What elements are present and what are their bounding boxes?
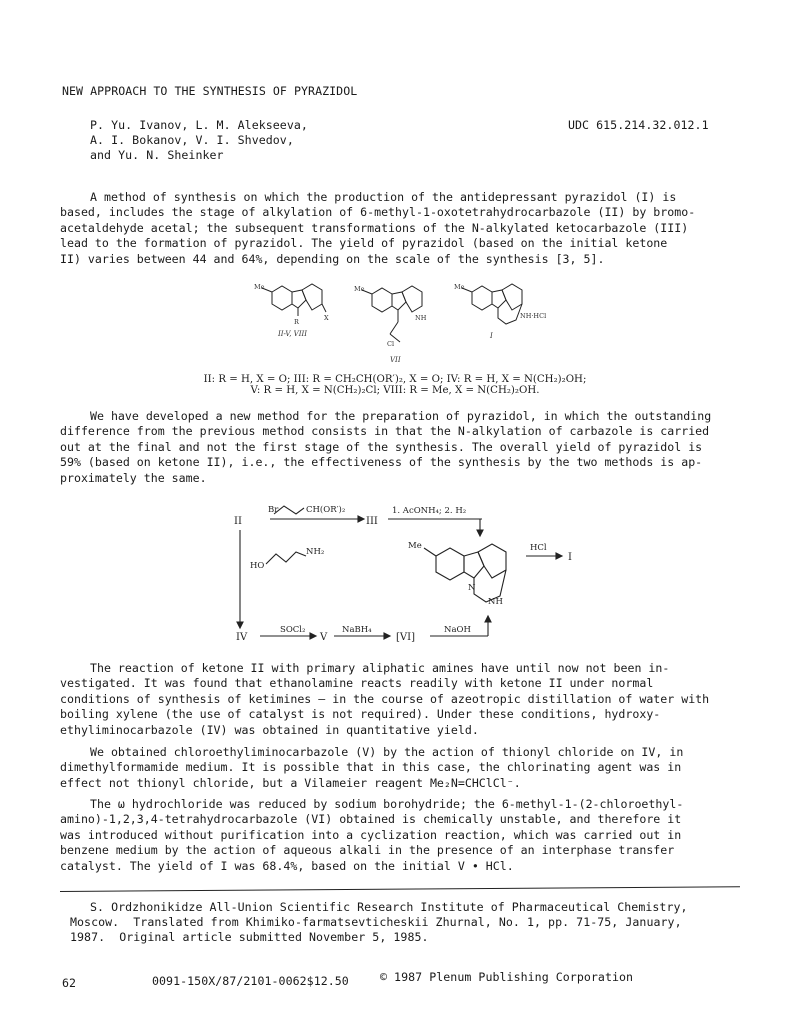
- footnote-line-1: S. Ordzhonikidze All-Union Scientific Research Institute of Pharmaceutical Chemistry,: [90, 900, 688, 914]
- author-line-1: P. Yu. Ivanov, L. M. Alekseeva,: [90, 118, 308, 132]
- synthesis-scheme: [230, 500, 590, 650]
- svg-text:NH·HCl: NH·HCl: [520, 312, 547, 320]
- svg-text:NH: NH: [415, 314, 427, 322]
- article-title: NEW APPROACH TO THE SYNTHESIS OF PYRAZIDOL: [62, 84, 358, 98]
- copyright-line: © 1987 Plenum Publishing Corporation: [380, 970, 634, 984]
- socl2-reagent: SOCl₂: [280, 625, 306, 635]
- page-number: 62: [62, 976, 77, 990]
- reagent-br: Br: [268, 505, 279, 515]
- compound-iv: IV: [236, 632, 248, 643]
- footnote-line-2: Moscow. Translated from Khimiko-farmatsevticheskii Zhurnal, No. 1, pp. 71-75, January,: [70, 915, 682, 929]
- structure-i: [462, 284, 522, 324]
- structures-figure: [250, 280, 560, 372]
- label-vii: VII: [390, 356, 401, 364]
- methyl-label: Me: [408, 541, 422, 551]
- hcl-reagent: HCl: [530, 543, 547, 553]
- footnote-rule: [60, 886, 740, 892]
- paragraph-4: We obtained chloroethyliminocarbazole (V) by the action of thionyl chloride on IV, in dimethylformamide medium. It is possible that in this case, the chlorinating agent was in effect not thionyl chloride, but a Vilameier reagent Me₂N=CHClCl⁻.: [60, 745, 684, 790]
- svg-text:Me: Me: [254, 283, 265, 291]
- compound-iii: III: [366, 516, 378, 527]
- n-label: N: [468, 583, 476, 593]
- ethanolamine-nh2: NH₂: [306, 547, 325, 557]
- paragraph-2: We have developed a new method for the preparation of pyrazidol, in which the outstanding difference from the previous method consists in that the N-alkylation of carbazole is carried out at the final and not the first stage of the synthesis. The overall yield of pyrazidol is 59% (based on ketone II), i.e., the effectiveness of the synthesis by the two methods is ap- proximately the same.: [60, 409, 712, 485]
- figure-caption-line-2: V: R = H, X = N(CH₂)₂Cl; VIII: R = Me, X = N(CH₂)₂OH.: [250, 385, 540, 396]
- paragraph-5: The ω hydrochloride was reduced by sodium borohydride; the 6-methyl-1-(2-chloroethyl- amino)-1,2,3,4-tetrahydrocarbazole (VI) obtained is chemically unstable, and therefore it was introduced without purification into a cyclization reaction, which was carried out in benzene medium by the action of aqueous alkali in the presence of an interphase transfer catalyst. The yield of I was 68.4%, based on the initial V • HCl.: [60, 797, 684, 873]
- footnote-line-3: 1987. Original article submitted November 5, 1985.: [70, 930, 429, 944]
- reagent-acetal: CH(OR′)₂: [306, 505, 346, 515]
- naoh-reagent: NaOH: [444, 625, 471, 635]
- svg-text:R: R: [294, 318, 299, 326]
- compound-vi: [VI]: [396, 632, 415, 643]
- compound-v: V: [320, 632, 328, 643]
- label-i: I: [490, 332, 493, 340]
- svg-text:Cl: Cl: [387, 340, 395, 348]
- author-line-3: and Yu. N. Sheinker: [90, 148, 224, 162]
- svg-text:X: X: [324, 314, 329, 322]
- ethanolamine-ho: HO: [250, 561, 265, 571]
- paragraph-3: The reaction of ketone II with primary aliphatic amines have until now not been in- vestigated. It was found that ethanolamine reacts readily with ketone II under normal conditions of synthesis of ketimines — in the course of azeotropic distillation of water with boiling xylene (the use of catalyst is not required). Under these conditions, hydroxy- ethyliminocarbazole (IV) was obtained in quantitative yield.: [60, 661, 710, 737]
- step-reagents: 1. AcONH₄; 2. H₂: [392, 506, 467, 516]
- structure-vii: [362, 286, 422, 342]
- paragraph-1: A method of synthesis on which the production of the antidepressant pyrazidol (I) is based, includes the stage of alkylation of 6-methyl-1-oxotetrahydrocarbazole (II) by bromo- acetaldehyde acetal; the subsequent transformations of the N-alkylated ketocarbazole (III) lead to the formation of pyrazidol. The yield of pyrazidol (based on the initial ketone II) varies between 44 and 64%, depending on the scale of the synthesis [3, 5].: [60, 190, 696, 266]
- svg-text:Me: Me: [454, 283, 465, 291]
- compound-i: I: [568, 552, 572, 563]
- nh-label: NH: [488, 597, 503, 607]
- compound-ii: II: [234, 516, 242, 527]
- svg-text:Me: Me: [354, 285, 365, 293]
- nabh4-reagent: NaBH₄: [342, 625, 372, 635]
- udc-code: UDC 615.214.32.012.1: [568, 118, 709, 132]
- structure-ii-v-viii: [262, 284, 326, 316]
- label-ii-v-viii: II-V, VIII: [278, 330, 308, 338]
- author-line-2: A. I. Bokanov, V. I. Shvedov,: [90, 133, 294, 147]
- article-code: 0091-150X/87/2101-0062$12.50: [152, 974, 349, 988]
- figure-caption-line-1: II: R = H, X = O; III: R = CH₂CH(OR′)₂, X = O; IV: R = H, X = N(CH₂)₂OH;: [203, 374, 587, 385]
